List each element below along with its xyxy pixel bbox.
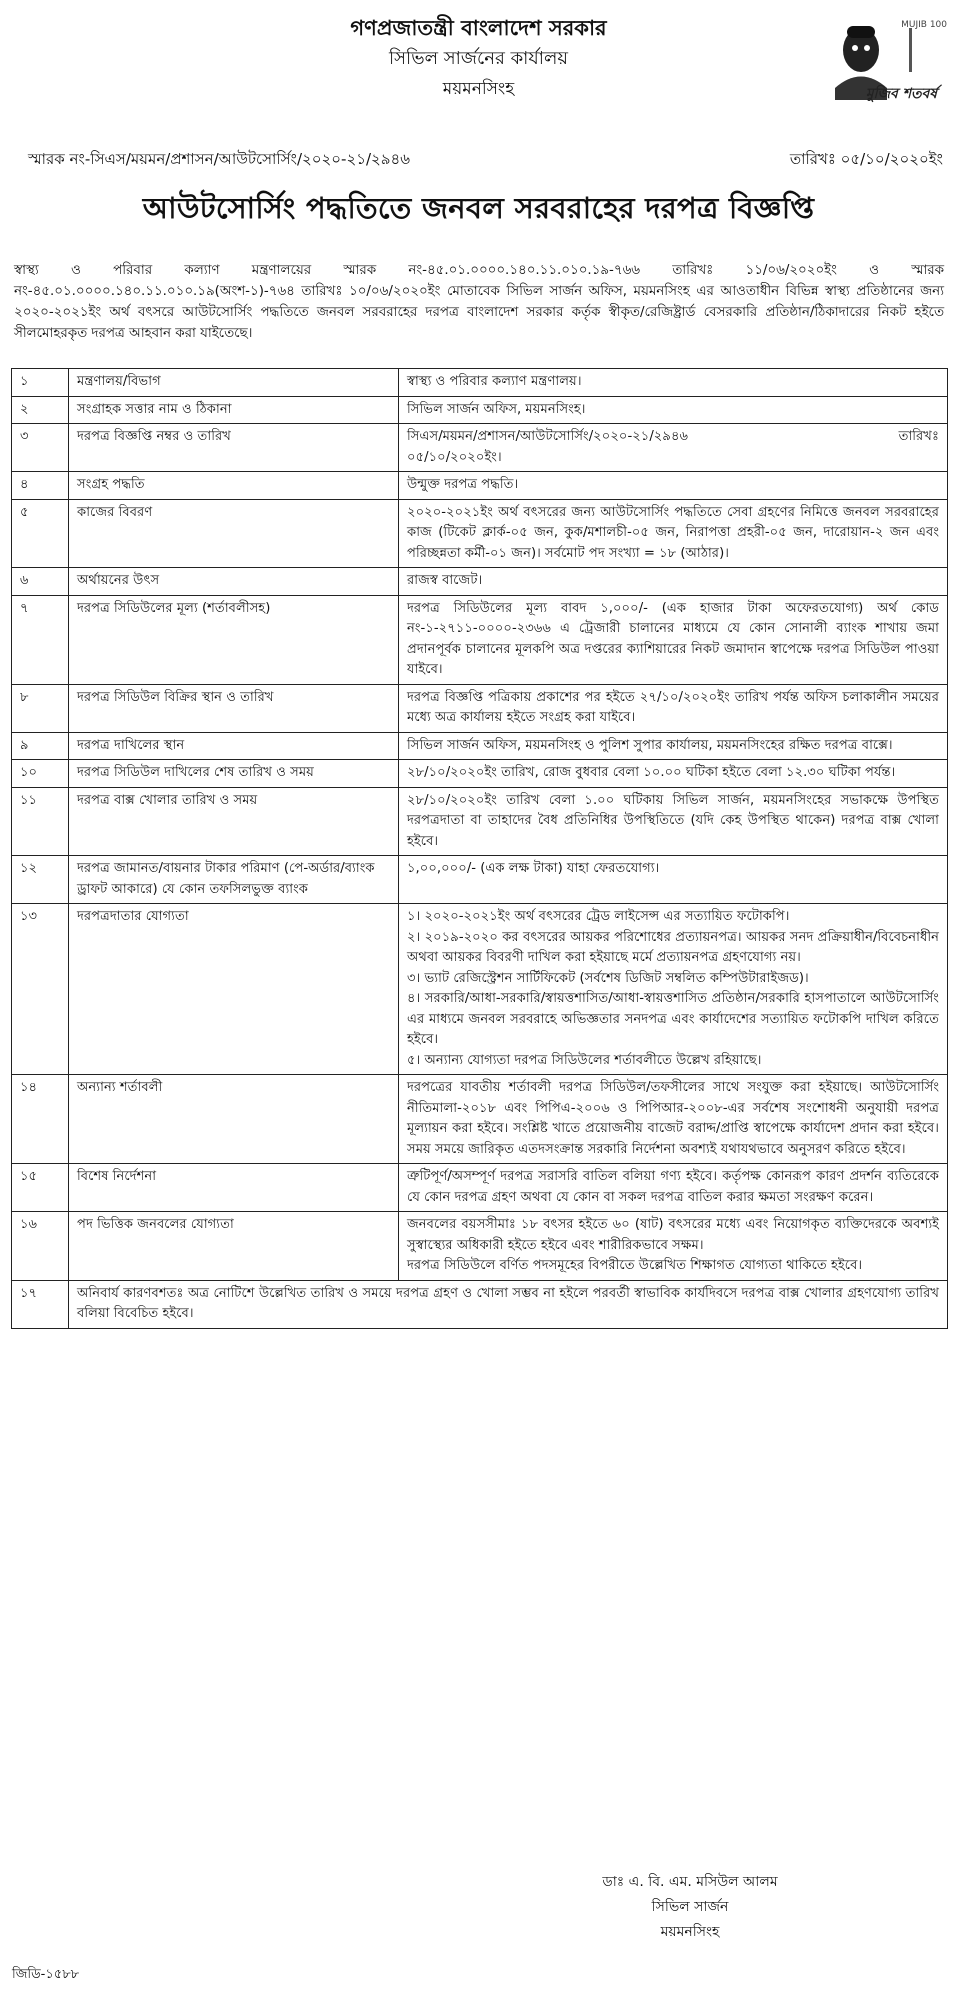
row-value: সিভিল সার্জন অফিস, ময়মনসিংহ ও পুলিশ সুপার কার্যালয়, ময়মনসিংহের রক্ষিত দরপত্র বাক্সে। (399, 732, 948, 760)
row-label: পদ ভিত্তিক জনবলের যোগ্যতা (69, 1212, 399, 1281)
office-place: ময়মনসিংহ (442, 79, 515, 99)
table-row (12, 904, 948, 1075)
table-row (12, 568, 948, 596)
row-label: দরপত্র সিডিউল বিক্রির স্থান ও তারিখ (69, 684, 399, 732)
memo-number: স্মারক নং-সিএস/ময়মন/প্রশাসন/আউটসোর্সিং/২০২০-২১/২৯৪৬ (28, 150, 410, 168)
gd-number: জিডি-১৫৮৮ (12, 1967, 80, 1982)
list-item: জনবলের বয়সসীমাঃ ১৮ বৎসর হইতে ৬০ (ষাট) বৎসরের মধ্যে এবং নিয়োগকৃত ব্যক্তিদেরকে অবশ্যই সুস্বাস্থ্যের অধিকারী হইতে হইবে এবং শারীরিকভাবে সক্ষম। (407, 1217, 939, 1253)
row-value: সিভিল সার্জন অফিস, ময়মনসিংহ। (399, 396, 948, 424)
logo-mujib-text: MUJIB 100 (901, 20, 947, 30)
row-number: ১ (12, 369, 69, 397)
tender-number: সিএস/ময়মন/প্রশাসন/আউটসোর্সিং/২০২০-২১/২৯৪৬ (407, 429, 689, 444)
table-row (12, 499, 948, 568)
row-value: ত্রুটিপূর্ণ/অসম্পূর্ণ দরপত্র সরাসরি বাতিল বলিয়া গণ্য হইবে। কর্তৃপক্ষ কোনরূপ কারণ প্রদর্শন ব্যতিরেকে যে কোন দরপত্র গ্রহণ অথবা যে কোন বা সকল দরপত্র বাতিল করার ক্ষমতা সংরক্ষণ করেন। (399, 1164, 948, 1212)
row-number: ১৪ (12, 1075, 69, 1164)
table-row (12, 1212, 948, 1281)
row-value: দরপত্র বিজ্ঞপ্তি পত্রিকায় প্রকাশের পর হইতে ২৭/১০/২০২০ইং তারিখ পর্যন্ত অফিস চলাকালীন সময়ের মধ্যে অত্র কার্যালয় হইতে সংগ্রহ করা যাইবে। (399, 684, 948, 732)
logo-text: মুজিব শতবর্ষ (865, 86, 937, 102)
row-number: ৬ (12, 568, 69, 596)
row-value: রাজস্ব বাজেট। (399, 568, 948, 596)
office-name: সিভিল সার্জনের কার্যালয় (389, 48, 568, 69)
row-value: দরপত্রের যাবতীয় শর্তাবলী দরপত্র সিডিউল/তফসীলের সাথে সংযুক্ত করা হইয়াছে। আউটসোর্সিং নীতিমালা-২০১৮ এবং পিপিএ-২০০৬ ও পিপিআর-২০০৮-এর সর্বশেষ সংশোধনী অনুযায়ী দরপত্র মূল্যায়ন করা হইবে। সংশ্লিষ্ট খাতে প্রয়োজনীয় বাজেট বরাদ্দ/প্রাপ্তি স্বাপেক্ষে কার্যাদেশ প্রদান করা হইবে। সময় সময়ে জারিকৃত এতদসংক্রান্ত সরকারি নির্দেশনা অবশ্যই যথাযথভাবে অনুসরণ করিতে হইবে। (399, 1075, 948, 1164)
row-number: ১৭ (12, 1280, 69, 1328)
row-label: অর্থায়নের উৎস (69, 568, 399, 596)
table-row (12, 595, 948, 684)
list-item: ৫। অন্যান্য যোগ্যতা দরপত্র সিডিউলের শর্তাবলীতে উল্লেখ রহিয়াছে। (407, 1052, 762, 1068)
table-row (12, 369, 948, 397)
row-number: ৮ (12, 684, 69, 732)
signatory-place: ময়মনসিংহ (660, 1924, 720, 1940)
table-row (12, 856, 948, 904)
row-label: দরপত্র দাখিলের স্থান (69, 732, 399, 760)
row-value: অনিবার্য কারণবশতঃ অত্র নোটিশে উল্লেখিত তারিখ ও সময়ে দরপত্র গ্রহণ ও খোলা সম্ভব না হইলে পরবর্তী স্বাভাবিক কার্যদিবসে দরপত্র বাক্স খোলার গ্রহণযোগ্য তারিখ বলিয়া বিবেচিত হইবে। (69, 1280, 948, 1328)
row-value: ২৮/১০/২০২০ইং তারিখ বেলা ১.০০ ঘটিকায় সিভিল সার্জন, ময়মনসিংহের সভাকক্ষে উপস্থিত দরপত্রদাতা বা তাহাদের বৈধ প্রতিনিধির উপস্থিতিতে (যদি কেহ উপস্থিত থাকেন) দরপত্র বাক্স খোলা হইবে। (399, 787, 948, 856)
row-value (399, 1212, 948, 1281)
tender-date: ০৫/১০/২০২০ইং। (407, 449, 502, 465)
row-value: ২০২০-২০২১ইং অর্থ বৎসরের জন্য আউটসোর্সিং পদ্ধতিতে সেবা গ্রহণের নিমিত্তে জনবল সরবরাহের কাজ (টিকেট ক্লার্ক-০৫ জন, কুক/মশালচী-০৫ জন, নিরাপত্তা প্রহরী-০৫ জন, দারোয়ান-২ জন এবং পরিচ্ছন্নতা কর্মী-০১ জন)। সর্বমোট পদ সংখ্যা = ১৮ (আঠার)। (399, 499, 948, 568)
table-row (12, 1280, 948, 1328)
row-number: ২ (12, 396, 69, 424)
row-number: ৩ (12, 424, 69, 472)
notice-title: আউটসোর্সিং পদ্ধতিতে জনবল সরবরাহের দরপত্র বিজ্ঞপ্তি (142, 191, 815, 225)
table-row (12, 1075, 948, 1164)
table-row (12, 424, 948, 472)
row-number: ৫ (12, 499, 69, 568)
table-row (12, 732, 948, 760)
signatory-name: ডাঃ এ. বি. এম. মসিউল আলম (602, 1874, 778, 1890)
row-label: অন্যান্য শর্তাবলী (69, 1075, 399, 1164)
row-number: ১১ (12, 787, 69, 856)
row-label: দরপত্র সিডিউলের মূল্য (শর্তাবলীসহ) (69, 595, 399, 684)
row-label: সংগ্রহ পদ্ধতি (69, 472, 399, 500)
row-number: ৪ (12, 472, 69, 500)
list-item: ৩। ভ্যাট রেজিস্ট্রেশন সার্টিফিকেট (সর্বশেষ ডিজিট সম্বলিত কম্পিউটারাইজড)। (407, 970, 809, 986)
row-label: কাজের বিবরণ (69, 499, 399, 568)
table-row (12, 787, 948, 856)
row-number: ৭ (12, 595, 69, 684)
letterhead (0, 0, 957, 130)
row-value (399, 424, 948, 472)
table-row (12, 760, 948, 788)
row-number: ১৫ (12, 1164, 69, 1212)
row-number: ১০ (12, 760, 69, 788)
intro-paragraph: স্বাস্থ্য ও পরিবার কল্যাণ মন্ত্রণালয়ের স্মারক নং-৪৫.০১.০০০০.১৪০.১১.০১০.১৯-৭৬৬ তারিখঃ ১১/০৬/২০২০ইং ও স্মারক নং-৪৫.০১.০০০০.১৪০.১১.০১০.১৯(অংশ-১)-৭৬৪ তারিখঃ ১০/০৬/২০২০ইং মোতাবেক সিভিল সার্জন অফিস, ময়মনসিংহ এর আওতাধীন বিভিন্ন স্বাস্থ্য প্রতিষ্ঠানের জন্য ২০২০-২০২১ইং অর্থ বৎসরে আউটসোর্সিং পদ্ধতিতে জনবল সরবরাহের দরপত্র বাংলাদেশ সরকার কর্তৃক স্বীকৃত/রেজিষ্ট্রার্ড বেসরকারি প্রতিষ্ঠান/ঠিকাদারের নিকট হইতে সীলমোহরকৃত দরপত্র আহবান করা যাইতেছে। (14, 263, 944, 341)
table-row (12, 1164, 948, 1212)
row-label: দরপত্র সিডিউল দাখিলের শেষ তারিখ ও সময় (69, 760, 399, 788)
government-name: গণপ্রজাতন্ত্রী বাংলাদেশ সরকার (350, 16, 607, 40)
memo-date: তারিখঃ ০৫/১০/২০২০ইং (789, 150, 943, 168)
signature-block (560, 1870, 820, 1945)
list-item: ২। ২০১৯-২০২০ কর বৎসরের আয়কর পরিশোধের প্রত্যায়নপত্র। আয়কর সনদ প্রক্রিয়াধীন/বিবেচনাধীন অথবা আয়কর বিবরণী দাখিল করা হইয়াছে মর্মে প্রত্যায়নপত্র গ্রহণযোগ্য নয়। (407, 929, 939, 965)
row-value: ২৮/১০/২০২০ইং তারিখ, রোজ বুধবার বেলা ১০.০০ ঘটিকা হইতে বেলা ১২.৩০ ঘটিকা পর্যন্ত। (399, 760, 948, 788)
row-number: ১২ (12, 856, 69, 904)
signatory-designation: সিভিল সার্জন (651, 1899, 729, 1915)
date-label: তারিখঃ (898, 429, 939, 444)
row-value: ১,০০,০০০/- (এক লক্ষ টাকা) যাহা ফেরতযোগ্য। (399, 856, 948, 904)
list-item: ১। ২০২০-২০২১ইং অর্থ বৎসরের ট্রেড লাইসেন্স এর সত্যায়িত ফটোকপি। (407, 909, 790, 924)
table-row (12, 396, 948, 424)
row-label: মন্ত্রণালয়/বিভাগ (69, 369, 399, 397)
row-value: উন্মুক্ত দরপত্র পদ্ধতি। (399, 472, 948, 500)
row-value: দরপত্র সিডিউলের মূল্য বাবদ ১,০০০/- (এক হাজার টাকা অফেরতযোগ্য) অর্থ কোড নং-১-২৭১১-০০০০-২৩৬৬ এ ট্রেজারী চালানের মাধ্যমে যে কোন সোনালী ব্যাংক শাখায় জমা প্রদানপূর্বক চালানের মূলকপি অত্র দপ্তরের ক্যাশিয়ারের নিকট জমাদান স্বাপেক্ষে দরপত্র সিডিউল পাওয়া যাইবে। (399, 595, 948, 684)
list-item: ৪। সরকারি/আধা-সরকারি/স্বায়ত্তশাসিত/আধা-স্বায়ত্তশাসিত প্রতিষ্ঠান/সরকারি হাসপাতালে আউটসোর্সিং এর মাধ্যমে জনবল সরবরাহে অভিজ্ঞতার সনদপত্র এবং কার্যাদেশের সত্যায়িত ফটোকপি দাখিল করিতে হইবে। (407, 991, 939, 1047)
row-number: ১৬ (12, 1212, 69, 1281)
row-value (399, 904, 948, 1075)
list-item: দরপত্র সিডিউলে বর্ণিত পদসমূহের বিপরীতে উল্লেখিত শিক্ষাগত যোগ্যতা থাকিতে হইবে। (407, 1258, 863, 1273)
table-row (12, 472, 948, 500)
row-value: স্বাস্থ্য ও পরিবার কল্যাণ মন্ত্রণালয়। (399, 369, 948, 397)
row-label: দরপত্র বিজ্ঞপ্তি নম্বর ও তারিখ (69, 424, 399, 472)
row-label: দরপত্র বাক্স খোলার তারিখ ও সময় (69, 787, 399, 856)
row-label: দরপত্র জামানত/বায়নার টাকার পরিমাণ (পে-অর্ডার/ব্যাংক ড্রাফট আকারে) যে কোন তফসিলভুক্ত ব্যাংক (69, 856, 399, 904)
row-number: ৯ (12, 732, 69, 760)
row-label: বিশেষ নির্দেশনা (69, 1164, 399, 1212)
row-label: দরপত্রদাতার যোগ্যতা (69, 904, 399, 1075)
tender-details-table (11, 368, 948, 1329)
row-number: ১৩ (12, 904, 69, 1075)
row-label: সংগ্রাহক সত্তার নাম ও ঠিকানা (69, 396, 399, 424)
table-row (12, 684, 948, 732)
